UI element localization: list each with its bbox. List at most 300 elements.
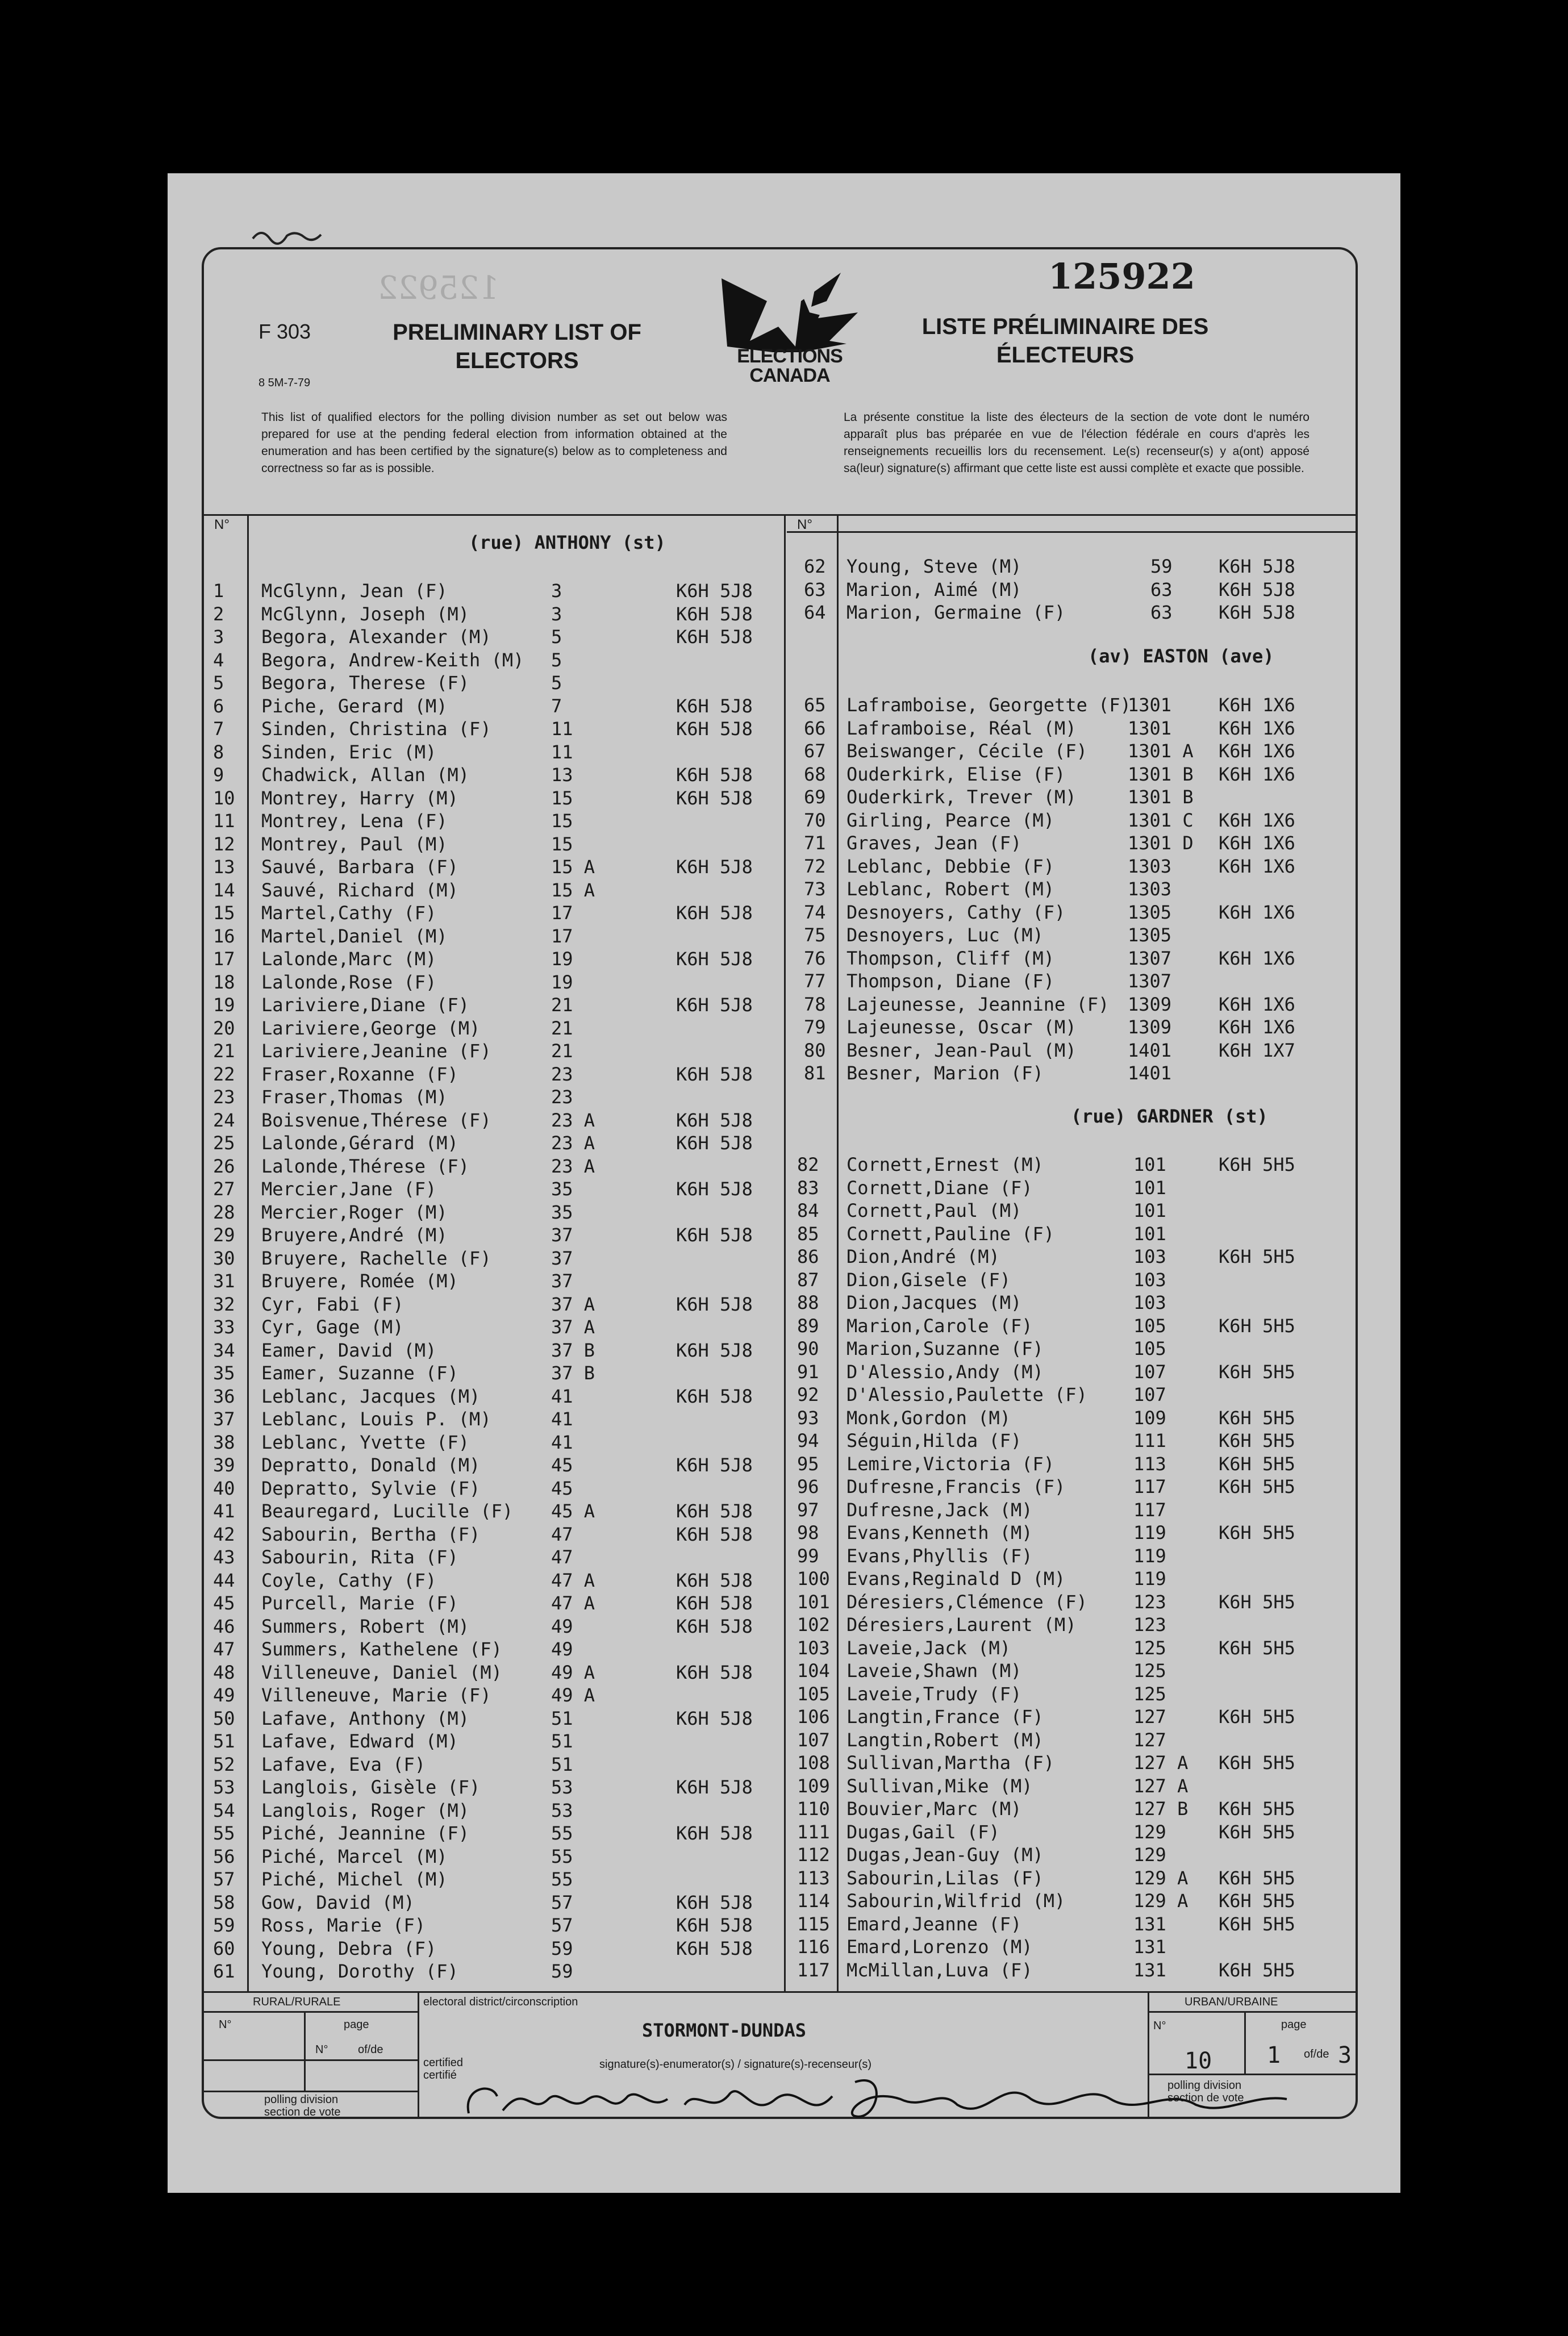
elector-number: 113 [797,1867,830,1889]
elector-name: Besner, Marion (F) [846,1062,1044,1084]
elector-name: Fraser,Thomas (M) [261,1086,448,1108]
elector-number: 25 [213,1132,235,1154]
elector-number: 6 [213,695,224,717]
elector-number: 109 [797,1775,830,1797]
elector-address: 125 [1133,1660,1166,1682]
elector-name: Laframboise, Georgette (F) [846,694,1131,716]
elector-number: 110 [797,1798,830,1820]
elector-address: 119 [1133,1545,1166,1567]
urban-of-label: of/de [1304,2048,1329,2060]
elector-address: 3 [551,603,562,625]
elector-address: 37 [551,1224,573,1246]
elector-address: 1301 [1128,717,1172,739]
elector-address: 125 [1133,1683,1166,1705]
elector-number: 24 [213,1109,235,1131]
elector-name: Piché, Jeannine (F) [261,1822,470,1844]
elector-address: 123 [1133,1614,1166,1636]
postal-code: K6H 5J8 [676,902,753,924]
elector-address: 1401 [1128,1062,1172,1084]
postal-code: K6H 1X6 [1219,717,1295,739]
postal-code: K6H 1X6 [1219,740,1295,762]
rural-mid-rule [202,2059,418,2061]
rural-of-label: of/de [358,2043,383,2056]
elector-number: 103 [797,1637,830,1659]
elector-name: Langtin,Robert (M) [846,1729,1044,1751]
postal-code: K6H 1X6 [1219,855,1295,877]
elector-name: Laveie,Jack (M) [846,1637,1011,1659]
elector-number: 37 [213,1408,235,1430]
elector-number: 85 [797,1223,819,1245]
elector-address: 11 [551,718,573,740]
elector-name: Leblanc, Louis P. (M) [261,1408,491,1430]
postal-code: K6H 1X6 [1219,832,1295,854]
elector-address: 19 [551,948,573,970]
elector-number: 91 [797,1361,819,1383]
elector-number: 72 [804,855,826,877]
elector-address: 59 [551,1937,573,1959]
elector-number: 98 [797,1522,819,1544]
elector-address: 1301 D [1128,832,1194,854]
elector-number: 61 [213,1960,235,1982]
postal-code: K6H 5J8 [676,1178,753,1200]
postal-code: K6H 5H5 [1219,1361,1295,1383]
elector-name: Girling, Pearce (M) [846,809,1055,831]
elector-name: Graves, Jean (F) [846,832,1022,854]
elector-name: Dugas,Gail (F) [846,1821,1000,1843]
elector-name: Bruyere, Rachelle (F) [261,1247,491,1269]
elector-number: 102 [797,1614,830,1636]
elector-address: 35 [551,1201,573,1223]
elector-name: Cornett,Ernest (M) [846,1154,1044,1175]
elector-name: Boisvenue,Thérese (F) [261,1109,491,1131]
elector-name: Laframboise, Réal (M) [846,717,1077,739]
elector-number: 16 [213,925,235,947]
postal-code: K6H 5H5 [1219,1890,1295,1912]
elector-address: 1307 [1128,947,1172,969]
elector-number: 40 [213,1477,235,1499]
elector-number: 117 [797,1959,830,1981]
elector-address: 63 [1150,602,1173,623]
elector-name: Dion,Jacques (M) [846,1292,1022,1313]
elector-address: 1305 [1128,901,1172,923]
elector-address: 109 [1133,1407,1166,1429]
elector-address: 21 [551,994,573,1016]
elector-name: Laveie,Shawn (M) [846,1660,1022,1682]
elector-name: Marion, Aimé (M) [846,578,1022,600]
elector-number: 75 [804,924,826,946]
postal-code: K6H 5J8 [1219,578,1295,600]
elector-name: Dion,Gisele (F) [846,1269,1011,1291]
elector-number: 114 [797,1890,830,1912]
elector-address: 45 A [551,1500,595,1522]
elector-number: 20 [213,1017,235,1039]
rural-label: RURAL/RURALE [253,1996,341,2008]
elector-name: D'Alessio,Paulette (F) [846,1384,1087,1405]
elector-address: 23 A [551,1155,595,1177]
elector-address: 37 B [551,1339,595,1361]
elector-address: 51 [551,1753,573,1775]
elector-address: 49 A [551,1661,595,1683]
postal-code: K6H 5J8 [676,1822,753,1844]
elector-name: Déresiers,Laurent (M) [846,1614,1077,1636]
polling-division-number: 10 [1185,2048,1212,2074]
postal-code: K6H 5H5 [1219,1798,1295,1820]
elector-address: 103 [1133,1269,1166,1291]
postal-code: K6H 5J8 [1219,602,1295,623]
postal-code: K6H 1X6 [1219,763,1295,785]
elector-name: Sauvé, Barbara (F) [261,856,458,878]
postal-code: K6H 5J8 [676,1661,753,1683]
signature-label: signature(s)-enumerator(s) / signature(s)-recenseur(s) [599,2058,872,2071]
elector-address: 23 A [551,1109,595,1131]
elector-name: Desnoyers, Cathy (F) [846,901,1066,923]
elector-number: 66 [804,717,826,739]
elector-name: Cornett,Paul (M) [846,1200,1022,1221]
postal-code: K6H 5J8 [676,695,753,717]
document-sheet [168,173,1400,2193]
elector-address: 125 [1133,1637,1166,1659]
elector-name: Cyr, Gage (M) [261,1316,404,1338]
postal-code: K6H 5J8 [676,948,753,970]
elector-number: 71 [804,832,826,854]
postal-code: K6H 5H5 [1219,1959,1295,1981]
elector-number: 111 [797,1821,830,1843]
elector-address: 1303 [1128,878,1172,900]
elector-address: 5 [551,626,562,648]
elector-number: 45 [213,1592,235,1614]
elector-address: 37 A [551,1293,595,1315]
elector-address: 13 [551,764,573,786]
elector-number: 54 [213,1799,235,1821]
elector-address: 47 A [551,1569,595,1591]
elector-number: 41 [213,1500,235,1522]
elector-number: 95 [797,1453,819,1475]
elector-address: 41 [551,1385,573,1407]
elector-address: 37 B [551,1362,595,1384]
elector-name: Bruyere, Romée (M) [261,1270,458,1292]
postal-code: K6H 5J8 [676,1339,753,1361]
elector-name: Young, Steve (M) [846,556,1022,577]
elector-number: 3 [213,626,224,648]
number-header-left: N° [214,517,230,532]
postal-code: K6H 5J8 [676,1109,753,1131]
elector-name: Marion, Germaine (F) [846,602,1066,623]
postal-code: K6H 5H5 [1219,1637,1295,1659]
elector-name: Evans,Reginald D (M) [846,1568,1066,1590]
elector-address: 59 [1150,556,1173,577]
elector-number: 56 [213,1845,235,1867]
postal-code: K6H 5H5 [1219,1752,1295,1774]
elector-name: Chadwick, Allan (M) [261,764,470,786]
elector-name: Martel,Daniel (M) [261,925,448,947]
elector-number: 101 [797,1591,830,1613]
postal-code: K6H 1X7 [1219,1039,1295,1061]
elector-number: 89 [797,1315,819,1337]
elector-number: 19 [213,994,235,1016]
elector-number: 43 [213,1546,235,1568]
elector-number: 1 [213,580,224,602]
elector-address: 21 [551,1017,573,1039]
handwritten-mark [250,224,324,247]
elector-number: 115 [797,1913,830,1935]
postal-code: K6H 1X6 [1219,1016,1295,1038]
elector-number: 112 [797,1844,830,1866]
elector-name: Cornett,Pauline (F) [846,1223,1055,1245]
elector-address: 119 [1133,1568,1166,1590]
postal-code: K6H 5J8 [1219,556,1295,577]
elector-number: 80 [804,1039,826,1061]
left-number-rule [247,514,249,1991]
elector-address: 17 [551,925,573,947]
elector-address: 41 [551,1431,573,1453]
postal-code: K6H 5H5 [1219,1407,1295,1429]
postal-code: K6H 1X6 [1219,993,1295,1015]
table-top-rule [202,514,1358,516]
rural-sub-no-label: N° [315,2043,328,2056]
elector-address: 113 [1133,1453,1166,1475]
elector-address: 1301 [1128,694,1172,716]
rural-page-label: page [344,2018,369,2031]
elector-address: 107 [1133,1384,1166,1405]
elector-name: Lafave, Eva (F) [261,1753,426,1775]
elector-name: Begora, Andrew-Keith (M) [261,649,524,671]
postal-code: K6H 5J8 [676,1132,753,1154]
elector-address: 17 [551,902,573,924]
street-heading: (av) EASTON (ave) [1088,645,1274,667]
elector-number: 67 [804,740,826,762]
elector-address: 53 [551,1799,573,1821]
elector-number: 33 [213,1316,235,1338]
elector-number: 14 [213,879,235,901]
elector-name: Thompson, Diane (F) [846,970,1055,992]
elector-number: 52 [213,1753,235,1775]
postal-code: K6H 5H5 [1219,1246,1295,1267]
postal-code: K6H 5J8 [676,718,753,740]
elector-address: 1309 [1128,993,1172,1015]
postal-code: K6H 1X6 [1219,694,1295,716]
urban-no-label: N° [1153,2020,1166,2032]
elector-name: Marion,Suzanne (F) [846,1338,1044,1359]
elector-address: 23 A [551,1132,595,1154]
elector-address: 55 [551,1868,573,1890]
elector-address: 1401 [1128,1039,1172,1061]
elector-address: 105 [1133,1315,1166,1337]
elector-address: 101 [1133,1154,1166,1175]
elector-number: 12 [213,833,235,855]
elector-number: 27 [213,1178,235,1200]
elector-address: 53 [551,1776,573,1798]
postal-code: K6H 1X6 [1219,901,1295,923]
elector-number: 76 [804,947,826,969]
elector-name: Sinden, Eric (M) [261,741,437,763]
elector-address: 129 A [1133,1867,1188,1889]
postal-code: K6H 5J8 [676,764,753,786]
postal-code: K6H 5H5 [1219,1706,1295,1728]
elector-number: 9 [213,764,224,786]
elector-number: 79 [804,1016,826,1038]
elector-address: 47 [551,1546,573,1568]
page-total: 3 [1338,2042,1352,2068]
elector-address: 123 [1133,1591,1166,1613]
elector-name: Evans,Kenneth (M) [846,1522,1033,1544]
elector-address: 1303 [1128,855,1172,877]
elector-number: 92 [797,1384,819,1405]
elector-address: 15 [551,787,573,809]
postal-code: K6H 5J8 [676,1523,753,1545]
elector-name: Begora, Therese (F) [261,672,470,694]
elector-number: 116 [797,1936,830,1958]
footer-rural-rule [418,1991,419,2119]
elector-number: 15 [213,902,235,924]
elector-number: 64 [804,602,826,623]
elector-number: 106 [797,1706,830,1728]
elector-name: Laveie,Trudy (F) [846,1683,1022,1705]
postal-code: K6H 5H5 [1219,1430,1295,1451]
elector-address: 51 [551,1730,573,1752]
postal-code: K6H 5H5 [1219,1154,1295,1175]
district-name: STORMONT-DUNDAS [642,2020,806,2041]
postal-code: K6H 5J8 [676,1615,753,1637]
elector-number: 94 [797,1430,819,1451]
elector-name: Piché, Michel (M) [261,1868,448,1890]
street-heading: (rue) ANTHONY (st) [469,532,666,553]
elector-name: Lalonde,Thérese (F) [261,1155,470,1177]
urban-label: URBAN/URBAINE [1185,1996,1278,2008]
elector-number: 48 [213,1661,235,1683]
elector-name: Bouvier,Marc (M) [846,1798,1022,1820]
postal-code: K6H 1X6 [1219,809,1295,831]
postal-code: K6H 5J8 [676,994,753,1016]
postal-code: K6H 5J8 [676,1500,753,1522]
postal-code: K6H 5J8 [676,1592,753,1614]
postal-code: K6H 5H5 [1219,1821,1295,1843]
elector-address: 131 [1133,1913,1166,1935]
certified-label: certified certifié [423,2056,464,2081]
elector-address: 35 [551,1178,573,1200]
elector-address: 131 [1133,1959,1166,1981]
elector-name: Gow, David (M) [261,1891,415,1913]
elector-name: Bruyere,André (M) [261,1224,448,1246]
elector-number: 36 [213,1385,235,1407]
elector-name: Montrey, Harry (M) [261,787,458,809]
elector-name: Emard,Jeanne (F) [846,1913,1022,1935]
postal-code: K6H 5J8 [676,1454,753,1476]
postal-code: K6H 5H5 [1219,1913,1295,1935]
elector-name: D'Alessio,Andy (M) [846,1361,1044,1383]
elector-number: 108 [797,1752,830,1774]
elector-name: Langlois, Gisèle (F) [261,1776,481,1798]
elector-name: Coyle, Cathy (F) [261,1569,437,1591]
elector-name: Depratto, Donald (M) [261,1454,481,1476]
logo-text: ELECTIONS CANADA [737,345,843,386]
elector-number: 83 [797,1177,819,1199]
elector-name: Lafave, Anthony (M) [261,1707,470,1729]
elector-address: 45 [551,1454,573,1476]
elector-address: 101 [1133,1177,1166,1199]
elector-name: Ross, Marie (F) [261,1914,426,1936]
title-english: PRELIMINARY LIST OF ELECTORS [393,320,641,373]
elector-number: 78 [804,993,826,1015]
elector-address: 111 [1133,1430,1166,1451]
elector-name: Beiswanger, Cécile (F) [846,740,1087,762]
elector-address: 1309 [1128,1016,1172,1038]
elector-number: 87 [797,1269,819,1291]
elector-number: 44 [213,1569,235,1591]
elector-address: 127 A [1133,1752,1188,1774]
elector-number: 51 [213,1730,235,1752]
elector-number: 105 [797,1683,830,1705]
elector-number: 50 [213,1707,235,1729]
elector-name: Eamer, David (M) [261,1339,437,1361]
postal-code: K6H 5J8 [676,603,753,625]
form-number: F 303 [258,320,311,343]
elector-address: 7 [551,695,562,717]
elector-number: 73 [804,878,826,900]
elector-name: Young, Debra (F) [261,1937,437,1959]
elector-number: 63 [804,578,826,600]
elector-number: 21 [213,1040,235,1062]
elector-address: 49 [551,1615,573,1637]
elector-number: 93 [797,1407,819,1429]
postal-code: K6H 5J8 [676,1891,753,1913]
elector-address: 55 [551,1822,573,1844]
elector-name: Dufresne,Francis (F) [846,1476,1066,1497]
elector-address: 1301 B [1128,786,1194,808]
elector-name: Eamer, Suzanne (F) [261,1362,458,1384]
elector-address: 57 [551,1891,573,1913]
postal-code: K6H 5J8 [676,1569,753,1591]
elector-name: Leblanc, Jacques (M) [261,1385,481,1407]
elector-number: 77 [804,970,826,992]
elector-name: Piche, Gerard (M) [261,695,448,717]
elector-name: Piché, Marcel (M) [261,1845,448,1867]
elector-address: 117 [1133,1499,1166,1521]
elector-name: McGlynn, Joseph (M) [261,603,470,625]
elector-name: Begora, Alexander (M) [261,626,491,648]
elector-number: 39 [213,1454,235,1476]
elector-number: 29 [213,1224,235,1246]
elector-name: Depratto, Sylvie (F) [261,1477,481,1499]
elector-address: 23 [551,1063,573,1085]
elector-address: 1307 [1128,970,1172,992]
elector-number: 104 [797,1660,830,1682]
elector-number: 10 [213,787,235,809]
elector-name: Lalonde,Rose (F) [261,971,437,993]
elector-number: 7 [213,718,224,740]
elector-address: 47 A [551,1592,595,1614]
elector-name: Sabourin, Bertha (F) [261,1523,481,1545]
number-header-right: N° [797,517,812,532]
elector-name: Thompson, Cliff (M) [846,947,1055,969]
elector-number: 58 [213,1891,235,1913]
rural-polling-label: polling division section de vote [264,2093,341,2118]
elector-address: 119 [1133,1522,1166,1544]
elector-name: Marion,Carole (F) [846,1315,1033,1337]
elector-number: 13 [213,856,235,878]
elector-name: Ouderkirk, Elise (F) [846,763,1066,785]
elector-name: Sabourin,Wilfrid (M) [846,1890,1066,1912]
elector-number: 81 [804,1062,826,1084]
elector-address: 15 A [551,879,595,901]
elector-name: Sabourin,Lilas (F) [846,1867,1044,1889]
elector-name: Evans,Phyllis (F) [846,1545,1033,1567]
elector-name: Dufresne,Jack (M) [846,1499,1033,1521]
elector-address: 19 [551,971,573,993]
elector-number: 31 [213,1270,235,1292]
elector-name: Lafave, Edward (M) [261,1730,458,1752]
elector-name: Déresiers,Clémence (F) [846,1591,1087,1613]
elector-name: Monk,Gordon (M) [846,1407,1011,1429]
